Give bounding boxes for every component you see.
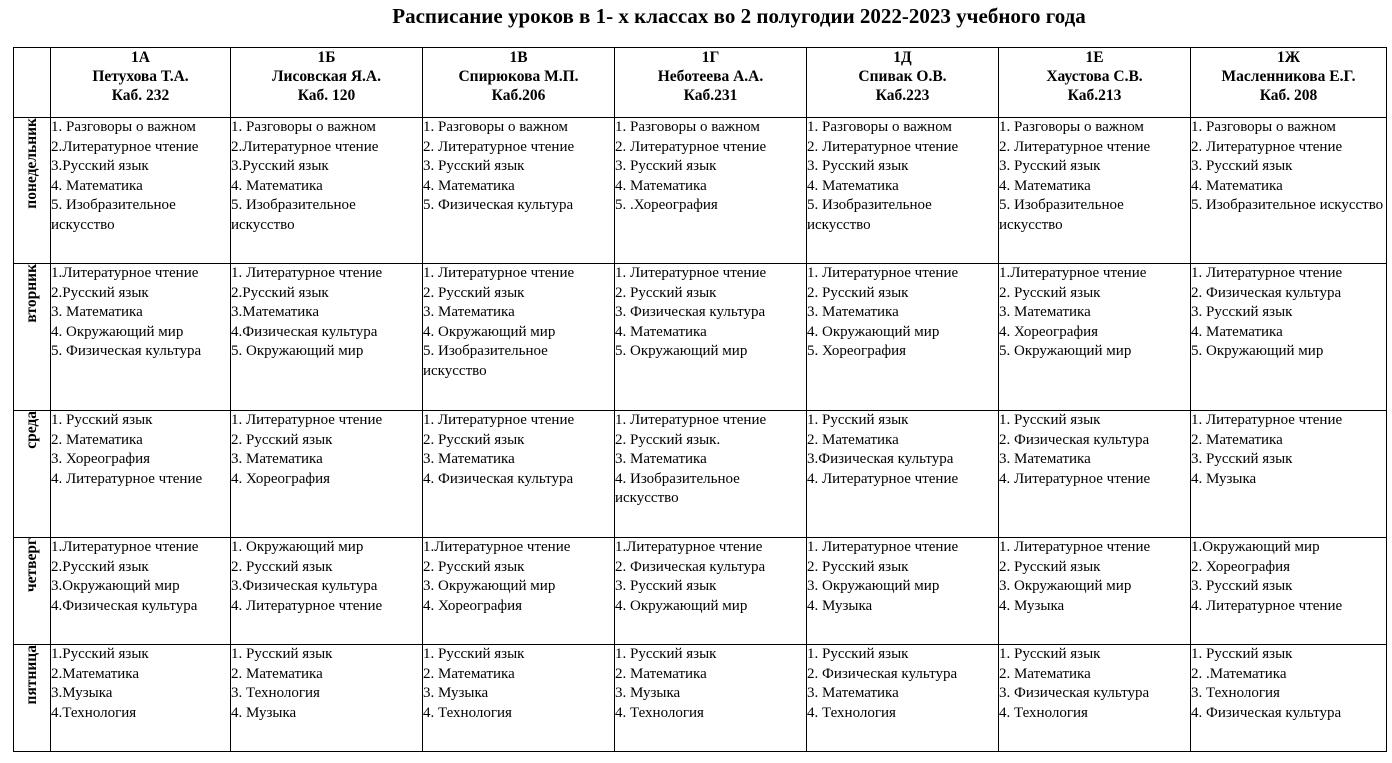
class-room: Каб. 120 <box>297 87 356 104</box>
class-teacher: Спирюкова М.П. <box>458 68 579 85</box>
lesson-item: 4. Математика <box>1191 177 1283 194</box>
lesson-item: 1. Русский язык <box>807 412 909 428</box>
lesson-item: 2. Физическая культура <box>807 665 958 682</box>
lesson-item: 1. Русский язык <box>231 646 333 662</box>
class-name: 1Ж <box>1276 49 1301 66</box>
day-label-cell <box>14 645 51 752</box>
class-header <box>615 48 807 118</box>
lesson-item: 2. Математика <box>231 665 323 682</box>
class-teacher: Спивак О.В. <box>858 68 947 85</box>
lesson-item: 2. Физическая культура <box>1191 284 1342 301</box>
lesson-item: 3. Музыка <box>615 685 681 701</box>
class-name: 1В <box>509 49 528 66</box>
day-label: пятница <box>23 645 40 705</box>
lesson-item: 1. Литературное чтение <box>423 265 575 281</box>
schedule-cell <box>231 264 423 411</box>
lesson-item: 3. Математика <box>423 451 515 467</box>
lesson-item: 5. Физическая культура <box>423 197 574 213</box>
schedule-cell <box>1191 264 1387 411</box>
lesson-item: 1. Литературное чтение <box>999 539 1151 555</box>
schedule-cell <box>999 645 1191 752</box>
lesson-item: 3.Окружающий мир <box>51 578 180 594</box>
lesson-item: 5. Окружающий мир <box>999 343 1132 359</box>
schedule-cell <box>51 264 231 411</box>
lesson-item: 3. Русский язык <box>1191 451 1293 467</box>
lesson-item: 4. Физическая культура <box>423 470 574 487</box>
lesson-item: 3. Математика <box>231 451 323 467</box>
schedule-cell <box>1191 411 1387 538</box>
lesson-item: 3.Физическая культура <box>807 451 954 467</box>
lesson-item: 1.Окружающий мир <box>1191 539 1320 555</box>
schedule-cell <box>231 118 423 264</box>
class-name: 1Д <box>893 49 912 66</box>
schedule-cell <box>999 264 1191 411</box>
lesson-item: 2. Математика <box>615 665 707 682</box>
day-label-cell <box>14 411 51 538</box>
lesson-item: 4. Хореография <box>423 597 523 614</box>
lesson-item: 1. Литературное чтение <box>615 265 767 281</box>
lesson-item: 2. Математика <box>807 431 899 448</box>
lesson-item: 1. Русский язык <box>615 646 717 662</box>
lesson-item: 4. Литературное чтение <box>999 470 1151 487</box>
lesson-item: 1. Русский язык <box>423 646 525 662</box>
lesson-item: 2. Литературное чтение <box>807 138 959 155</box>
header-row <box>14 48 1387 118</box>
lesson-item: 4. Математика <box>615 323 707 340</box>
schedule-cell <box>807 645 999 752</box>
schedule-cell <box>615 645 807 752</box>
lesson-item: 4. Музыка <box>231 704 297 721</box>
lesson-item: 3. Математика <box>51 304 143 320</box>
lesson-item: 3. Технология <box>1191 685 1280 701</box>
schedule-cell <box>615 118 807 264</box>
class-name: 1А <box>131 49 150 66</box>
lesson-item: 1. Литературное чтение <box>423 412 575 428</box>
lesson-item: 3. Русский язык <box>615 158 717 174</box>
lesson-item: 2.Русский язык <box>51 284 149 301</box>
lesson-item: 5. .Хореография <box>615 197 718 213</box>
lesson-item: 1.Литературное чтение <box>51 539 199 555</box>
lesson-item: 3. Математика <box>807 304 899 320</box>
lesson-item: 5. Изобразительное искусство <box>807 197 936 233</box>
lesson-item: 1. Разговоры о важном <box>999 119 1144 135</box>
lesson-item: 5. Изобразительное искусство <box>423 343 552 379</box>
lesson-item: 3. Музыка <box>423 685 489 701</box>
lesson-item: 4. Музыка <box>999 597 1065 614</box>
lesson-item: 4. Изобразительное искусство <box>615 470 744 506</box>
lesson-item: 2.Литературное чтение <box>231 138 379 155</box>
schedule-table <box>13 47 1387 752</box>
lesson-item: 2. Русский язык <box>423 431 525 448</box>
class-header <box>807 48 999 118</box>
lesson-item: 3. Русский язык <box>999 158 1101 174</box>
lesson-item: 4. Окружающий мир <box>423 323 556 340</box>
schedule-cell <box>807 264 999 411</box>
lesson-item: 4. Математика <box>423 177 515 194</box>
day-label: вторник <box>23 264 40 323</box>
lesson-item: 3. Физическая культура <box>615 304 766 320</box>
lesson-item: 3. Окружающий мир <box>423 578 556 594</box>
lesson-item: 4. Окружающий мир <box>807 323 940 340</box>
day-label-cell <box>14 538 51 645</box>
lesson-item: 1. Разговоры о важном <box>423 119 568 135</box>
lesson-item: 3.Русский язык <box>51 158 149 174</box>
lesson-item: 5. Окружающий мир <box>1191 343 1324 359</box>
lesson-item: 2. Математика <box>423 665 515 682</box>
class-name: 1Е <box>1085 49 1104 66</box>
lesson-item: 2.Русский язык <box>231 284 329 301</box>
schedule-cell <box>51 411 231 538</box>
lesson-item: 4. Физическая культура <box>1191 704 1342 721</box>
lesson-item: 1. Литературное чтение <box>231 412 383 428</box>
lesson-item: 1. Русский язык <box>999 412 1101 428</box>
lesson-item: 4. Литературное чтение <box>231 597 383 614</box>
schedule-cell <box>615 411 807 538</box>
schedule-cell <box>51 118 231 264</box>
class-teacher: Хаустова С.В. <box>1046 68 1143 85</box>
lesson-item: 4. Математика <box>615 177 707 194</box>
lesson-item: 2. Русский язык <box>807 558 909 575</box>
lesson-item: 2. Русский язык <box>615 284 717 301</box>
lesson-item: 2. Математика <box>51 431 143 448</box>
lesson-item: 5. Изобразительное искусство <box>231 197 360 233</box>
lesson-item: 1. Литературное чтение <box>807 539 959 555</box>
lesson-item: 4. Хореография <box>999 323 1099 340</box>
lesson-item: 2. Русский язык <box>231 431 333 448</box>
lesson-item: 3.Математика <box>231 304 320 320</box>
lesson-item: 3.Русский язык <box>231 158 329 174</box>
lesson-item: 4. Технология <box>423 704 512 721</box>
class-header <box>1191 48 1387 118</box>
lesson-item: 3. Русский язык <box>1191 158 1293 174</box>
day-label: среда <box>23 411 40 449</box>
schedule-cell <box>1191 538 1387 645</box>
lesson-item: 1. Русский язык <box>999 646 1101 662</box>
class-teacher: Петухова Т.А. <box>92 68 189 85</box>
day-label-cell <box>14 118 51 264</box>
lesson-item: 5. Изобразительное искусство <box>51 197 180 233</box>
lesson-item: 5. Изобразительное искусство <box>999 197 1128 233</box>
class-teacher: Неботеева А.А. <box>657 68 764 85</box>
lesson-item: 1. Литературное чтение <box>807 265 959 281</box>
lesson-item: 5. Окружающий мир <box>231 343 364 359</box>
schedule-cell <box>807 411 999 538</box>
schedule-cell <box>423 411 615 538</box>
day-row <box>14 645 1387 752</box>
lesson-item: 4. Окружающий мир <box>615 597 748 614</box>
class-room: Каб.223 <box>875 87 930 104</box>
lesson-item: 2. Физическая культура <box>999 431 1150 448</box>
lesson-item: 3. Математика <box>999 451 1091 467</box>
lesson-item: 1.Литературное чтение <box>51 265 199 281</box>
class-name: 1Г <box>701 49 720 66</box>
lesson-item: 3. Физическая культура <box>999 685 1150 701</box>
day-label: четверг <box>23 538 40 593</box>
page-title: Расписание уроков в 1- х классах во 2 полугодии 2022-2023 учебного года <box>392 4 1086 28</box>
lesson-item: 2. Литературное чтение <box>1191 138 1343 155</box>
lesson-item: 5. Окружающий мир <box>615 343 748 359</box>
lesson-item: 1.Литературное чтение <box>999 265 1147 281</box>
lesson-item: 4. Литературное чтение <box>51 470 203 487</box>
lesson-item: 5. Изобразительное искусство <box>1191 197 1384 213</box>
lesson-item: 4. Технология <box>615 704 704 721</box>
lesson-item: 4. Математика <box>231 177 323 194</box>
day-row <box>14 264 1387 411</box>
lesson-item: 2. Литературное чтение <box>999 138 1151 155</box>
lesson-item: 2. Русский язык <box>231 558 333 575</box>
schedule-cell <box>1191 118 1387 264</box>
lesson-item: 5. Хореография <box>807 343 907 359</box>
lesson-item: 2. .Математика <box>1191 665 1287 682</box>
lesson-item: 3. Окружающий мир <box>999 578 1132 594</box>
class-room: Каб. 208 <box>1259 87 1318 104</box>
lesson-item: 4. Математика <box>1191 323 1283 340</box>
lesson-item: 1. Разговоры о важном <box>51 119 196 135</box>
lesson-item: 3.Физическая культура <box>231 578 378 594</box>
lesson-item: 3. Математика <box>423 304 515 320</box>
class-header <box>51 48 231 118</box>
class-room: Каб.231 <box>683 87 738 104</box>
lesson-item: 2. Литературное чтение <box>615 138 767 155</box>
day-label-cell <box>14 264 51 411</box>
lesson-item: 4. Хореография <box>231 470 331 487</box>
class-room: Каб. 232 <box>111 87 170 104</box>
lesson-item: 2.Математика <box>51 665 140 682</box>
day-row <box>14 118 1387 264</box>
schedule-cell <box>423 538 615 645</box>
lesson-item: 4. Музыка <box>807 597 873 614</box>
lesson-item: 1. Литературное чтение <box>615 412 767 428</box>
lesson-item: 4. Математика <box>999 177 1091 194</box>
lesson-item: 1.Русский язык <box>51 646 149 662</box>
schedule-cell <box>51 538 231 645</box>
lesson-item: 2. Русский язык <box>423 284 525 301</box>
lesson-item: 3. Русский язык <box>1191 578 1293 594</box>
lesson-item: 3. Русский язык <box>807 158 909 174</box>
lesson-item: 1. Литературное чтение <box>1191 265 1343 281</box>
lesson-item: 1. Русский язык <box>1191 646 1293 662</box>
schedule-cell <box>423 645 615 752</box>
lesson-item: 2. Русский язык <box>423 558 525 575</box>
lesson-item: 3. Хореография <box>51 451 151 467</box>
lesson-item: 1. Окружающий мир <box>231 539 364 555</box>
schedule-cell <box>423 264 615 411</box>
class-room: Каб.206 <box>491 87 546 104</box>
lesson-item: 1. Разговоры о важном <box>615 119 760 135</box>
schedule-cell <box>231 538 423 645</box>
lesson-item: 4. Литературное чтение <box>1191 597 1343 614</box>
schedule-cell <box>231 411 423 538</box>
schedule-cell <box>423 118 615 264</box>
schedule-cell <box>615 264 807 411</box>
schedule-cell <box>999 118 1191 264</box>
lesson-item: 1. Разговоры о важном <box>231 119 376 135</box>
lesson-item: 1.Литературное чтение <box>615 539 763 555</box>
class-header <box>231 48 423 118</box>
schedule-cell <box>615 538 807 645</box>
class-name: 1Б <box>317 49 336 66</box>
lesson-item: 3. Русский язык <box>423 158 525 174</box>
lesson-item: 1.Литературное чтение <box>423 539 571 555</box>
schedule-cell <box>1191 645 1387 752</box>
lesson-item: 2. Физическая культура <box>615 558 766 575</box>
lesson-item: 2. Русский язык <box>807 284 909 301</box>
lesson-item: 5. Физическая культура <box>51 343 202 359</box>
schedule-body <box>14 118 1387 752</box>
class-header <box>423 48 615 118</box>
lesson-item: 1. Литературное чтение <box>231 265 383 281</box>
lesson-item: 2.Литературное чтение <box>51 138 199 155</box>
lesson-item: 4.Физическая культура <box>231 323 378 340</box>
class-room: Каб.213 <box>1067 87 1122 104</box>
schedule-cell <box>51 645 231 752</box>
lesson-item: 1. Разговоры о важном <box>807 119 952 135</box>
lesson-item: 4. Математика <box>51 177 143 194</box>
lesson-item: 4.Технология <box>51 704 137 721</box>
lesson-item: 4. Окружающий мир <box>51 323 184 340</box>
class-teacher: Масленникова Е.Г. <box>1221 68 1356 85</box>
lesson-item: 4. Музыка <box>1191 470 1257 487</box>
day-label: понедельник <box>23 118 40 209</box>
lesson-item: 3. Математика <box>999 304 1091 320</box>
lesson-item: 3. Математика <box>807 685 899 701</box>
lesson-item: 1. Разговоры о важном <box>1191 119 1336 135</box>
lesson-item: 4. Математика <box>807 177 899 194</box>
lesson-item: 1. Литературное чтение <box>1191 412 1343 428</box>
lesson-item: 3. Русский язык <box>1191 304 1293 320</box>
lesson-item: 2. Математика <box>999 665 1091 682</box>
class-teacher: Лисовская Я.А. <box>271 68 381 85</box>
lesson-item: 1. Русский язык <box>807 646 909 662</box>
lesson-item: 4. Технология <box>807 704 896 721</box>
lesson-item: 2.Русский язык <box>51 558 149 575</box>
lesson-item: 1. Русский язык <box>51 412 153 428</box>
lesson-item: 4. Литературное чтение <box>807 470 959 487</box>
lesson-item: 3.Музыка <box>51 685 113 701</box>
schedule-cell <box>999 411 1191 538</box>
lesson-item: 3. Русский язык <box>615 578 717 594</box>
class-header <box>999 48 1191 118</box>
lesson-item: 3. Окружающий мир <box>807 578 940 594</box>
lesson-item: 2. Математика <box>1191 431 1283 448</box>
lesson-item: 3. Технология <box>231 685 320 701</box>
corner-cell <box>14 48 51 118</box>
schedule-cell <box>231 645 423 752</box>
lesson-item: 2. Литературное чтение <box>423 138 575 155</box>
day-row <box>14 411 1387 538</box>
lesson-item: 2. Хореография <box>1191 558 1291 575</box>
lesson-item: 2. Русский язык <box>999 284 1101 301</box>
schedule-cell <box>999 538 1191 645</box>
schedule-cell <box>807 538 999 645</box>
lesson-item: 2. Русский язык. <box>615 431 721 448</box>
day-row <box>14 538 1387 645</box>
schedule-cell <box>807 118 999 264</box>
lesson-item: 3. Математика <box>615 451 707 467</box>
lesson-item: 4.Физическая культура <box>51 597 198 614</box>
lesson-item: 4. Технология <box>999 704 1088 721</box>
lesson-item: 2. Русский язык <box>999 558 1101 575</box>
